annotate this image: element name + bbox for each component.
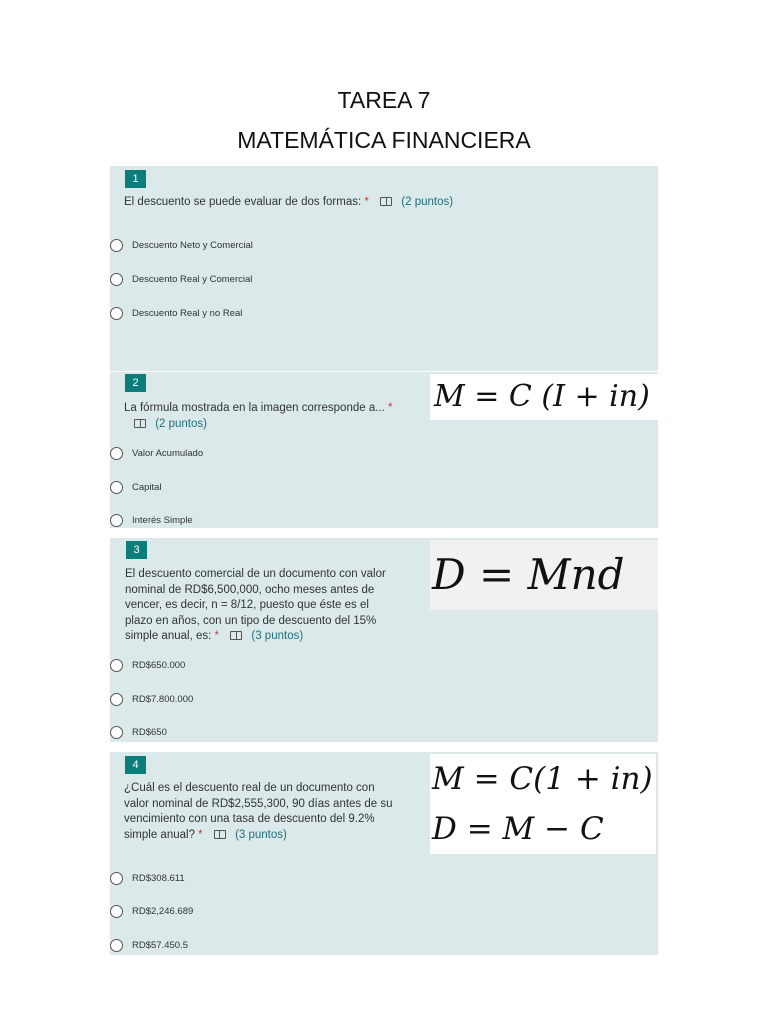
option-label: RD$57.450.5	[132, 939, 188, 951]
formula-line: M = C(1 + in)	[432, 761, 653, 797]
radio-button[interactable]	[110, 481, 123, 494]
formula-image	[430, 754, 656, 854]
formula-image: D = Mnd	[430, 540, 658, 610]
question-line-last	[125, 629, 425, 645]
answer-option[interactable]	[110, 305, 242, 321]
question-card-4	[110, 752, 658, 955]
answer-option[interactable]	[110, 937, 188, 953]
answer-option[interactable]	[110, 691, 193, 707]
question-card-2	[110, 372, 658, 528]
points-label: (3 puntos)	[251, 630, 304, 642]
question-number-badge: 3	[126, 541, 147, 559]
answer-option[interactable]	[110, 657, 185, 673]
answer-option[interactable]	[110, 479, 162, 495]
radio-button[interactable]	[110, 307, 123, 320]
option-label: RD$650	[132, 726, 167, 738]
page-subtitle: MATEMÁTICA FINANCIERA	[237, 127, 531, 153]
option-label: RD$650.000	[132, 659, 186, 671]
question-prompt-end: simple anual, es:	[125, 630, 212, 642]
answer-option[interactable]	[110, 271, 252, 287]
radio-button[interactable]	[110, 939, 123, 952]
page-title: TAREA 7	[337, 87, 431, 113]
book-icon[interactable]	[134, 419, 146, 428]
radio-button[interactable]	[110, 659, 123, 672]
answer-option[interactable]	[110, 870, 185, 886]
option-label: Interés Simple	[132, 514, 193, 526]
question-line: vencer, es decir, n = 8/12, puesto que éste es el	[125, 599, 369, 611]
radio-button[interactable]	[110, 447, 123, 460]
radio-button[interactable]	[110, 905, 123, 918]
answer-option[interactable]	[110, 903, 193, 919]
question-number-badge: 4	[125, 756, 146, 774]
option-label: Descuento Neto y Comercial	[132, 239, 253, 251]
radio-button[interactable]	[110, 726, 123, 739]
question-card-3	[110, 538, 658, 742]
answer-option[interactable]	[110, 237, 253, 253]
points-label: (3 puntos)	[235, 828, 287, 841]
question-prompt-end: simple anual?	[124, 828, 195, 841]
required-mark: *	[198, 828, 203, 841]
required-mark: *	[214, 630, 219, 642]
question-number-badge: 1	[125, 170, 146, 188]
radio-button[interactable]	[110, 239, 123, 252]
option-label: RD$2,246.689	[132, 905, 194, 917]
question-text	[125, 567, 425, 645]
book-icon[interactable]	[214, 830, 226, 839]
option-label: Capital	[132, 481, 162, 493]
book-icon[interactable]	[380, 197, 392, 206]
question-card-1	[110, 166, 658, 371]
radio-button[interactable]	[110, 872, 123, 885]
answer-option[interactable]	[110, 512, 193, 528]
question-line: plazo en años, con un tipo de descuento del 15%	[125, 614, 377, 627]
radio-button[interactable]	[110, 514, 123, 527]
radio-button[interactable]	[110, 273, 123, 286]
formula-image: M = C (I + in)	[430, 374, 658, 420]
answer-option[interactable]	[110, 445, 203, 461]
required-mark: *	[388, 402, 393, 414]
option-label: RD$7.800.000	[132, 693, 194, 705]
question-prompt: El descuento se puede evaluar de dos formas:	[124, 196, 362, 208]
question-text	[124, 195, 453, 211]
question-line: El descuento comercial de un documento con valor	[125, 568, 386, 580]
option-label: Valor Acumulado	[132, 447, 204, 459]
question-line-last	[124, 828, 424, 844]
document-header	[0, 86, 768, 154]
question-line: ¿Cuál es el descuento real de un documento con	[124, 782, 375, 794]
points-label: (2 puntos)	[401, 196, 454, 208]
option-label: RD$308.611	[132, 872, 185, 884]
option-label: Descuento Real y no Real	[132, 307, 243, 319]
question-prompt: La fórmula mostrada en la imagen corresponde a...	[124, 402, 385, 414]
required-mark: *	[364, 196, 369, 208]
question-number-badge: 2	[125, 374, 146, 392]
question-line: valor nominal de RD$2,555,300, 90 días antes de su	[124, 797, 393, 810]
question-text	[124, 781, 424, 843]
radio-button[interactable]	[110, 693, 123, 706]
question-line: nominal de RD$6,500,000, ocho meses antes de	[125, 583, 375, 596]
answer-option[interactable]	[110, 724, 167, 740]
option-label: Descuento Real y Comercial	[132, 273, 253, 285]
question-line: vencimiento con una tasa de descuento del 9.2%	[124, 813, 375, 825]
question-text	[124, 401, 424, 432]
book-icon[interactable]	[230, 631, 242, 640]
formula-line: D = M − C	[432, 811, 604, 847]
points-label: (2 puntos)	[155, 417, 207, 430]
